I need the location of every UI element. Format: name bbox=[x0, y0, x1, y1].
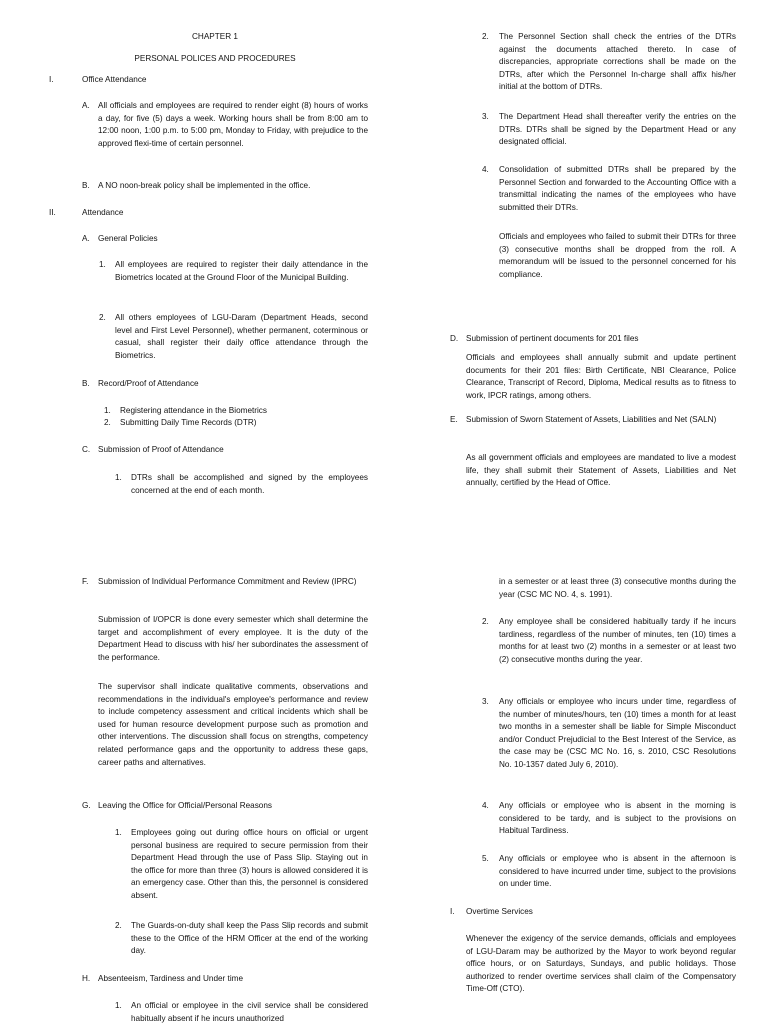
item-letter: I. bbox=[450, 907, 455, 916]
paragraph-dropped-from-roll: Officials and employees who failed to submit their DTRs for three (3) consecutive months shall be dropped from the roll. A memorandum will be issued to the personnel concerned for his compliance. bbox=[499, 232, 736, 279]
item-number: 2. bbox=[104, 418, 111, 427]
item-number: 1. bbox=[115, 828, 122, 837]
paragraph-consolidation-dtrs: Consolidation of submitted DTRs shall be prepared by the Personnel Section and forwarded to the Accounting Office with a transmittal indicating the names of the employees who have submitted their DTRs. bbox=[499, 165, 736, 212]
paragraph-absent-afternoon: Any officials or employee who is absent in the afternoon is considered to have incurred under time, subject to the provisions on under time. bbox=[499, 854, 736, 889]
paragraph-biometrics-registration: All employees are required to register their daily attendance in the Biometrics located at the Ground Floor of the Municipal Building. bbox=[115, 260, 368, 282]
page1-left-column bbox=[0, 0, 384, 512]
section-heading-office-attendance: Office Attendance bbox=[82, 75, 147, 84]
paragraph-absent-morning: Any officials or employee who is absent in the morning is considered to be tardy, and is subject to the provisions on Habitual Tardiness. bbox=[499, 801, 736, 836]
page2-left-column bbox=[0, 512, 384, 1024]
item-letter: A. bbox=[82, 101, 90, 110]
paragraph-department-head-verify: The Department Head shall thereafter verify the entries on the DTRs. DTRs shall be signed by the Department Head or any designated official. bbox=[499, 112, 736, 147]
item-letter: C. bbox=[82, 445, 91, 454]
paragraph-habitually-tardy: Any employee shall be considered habitually tardy if he incurs tardiness, regardless of the number of minutes, ten (10) times a months for at least two (2) months in a semester or at least two (2) consecutive months during the year. bbox=[499, 617, 736, 664]
subheading-leaving-office: Leaving the Office for Official/Personal Reasons bbox=[98, 801, 273, 810]
paragraph-guards-on-duty: The Guards-on-duty shall keep the Pass Slip records and submit these to the Office of the HRM Officer at the end of the working day. bbox=[131, 921, 368, 956]
item-letter: H. bbox=[82, 974, 91, 983]
item-number: 4. bbox=[482, 801, 489, 810]
paragraph-supervisor-comments: The supervisor shall indicate qualitative comments, observations and recommendations in the individual's employee's performance and review to include competency assessment and critical incidents which shall be used for human resource development purpose such as promotion and other interventions. The discussion shall focus on strengths, competency related performance gaps and the opportunity to address these gaps, career paths and alternatives. bbox=[98, 682, 368, 767]
paragraph-habitually-absent: An official or employee in the civil service shall be considered habitually absent if he incurs unauthorized bbox=[131, 1001, 368, 1023]
paragraph-iopcr-submission: Submission of I/OPCR is done every semester which shall determine the target and accomplishment of every employee. It is the duty of the Department Head to discuss with his/ her subordinates the assessment of the performance. bbox=[98, 615, 368, 662]
item-number: 1. bbox=[99, 260, 106, 269]
list-item-dtr: Submitting Daily Time Records (DTR) bbox=[120, 418, 257, 427]
item-letter: D. bbox=[450, 334, 459, 343]
item-letter: B. bbox=[82, 379, 90, 388]
item-number: 2. bbox=[99, 313, 106, 322]
page1-right-column bbox=[384, 0, 768, 512]
paragraph-overtime: Whenever the exigency of the service demands, officials and employees of LGU-Daram may be authorized by the Mayor to work beyond regular office hours, or on Saturdays, Sundays, and public holidays. Those authorized to render overtime services shall claim of the Compensatory Time-Off (CTO). bbox=[466, 934, 736, 994]
item-number: 1. bbox=[115, 473, 122, 482]
subheading-submission-proof: Submission of Proof of Attendance bbox=[98, 445, 224, 454]
section-number: I. bbox=[49, 75, 54, 84]
item-number: 5. bbox=[482, 854, 489, 863]
subheading-general-policies: General Policies bbox=[98, 234, 158, 243]
chapter-title: PERSONAL POLICES AND PROCEDURES bbox=[134, 54, 296, 63]
item-number: 2. bbox=[482, 32, 489, 41]
subheading-absenteeism: Absenteeism, Tardiness and Under time bbox=[98, 974, 244, 983]
document-page-2 bbox=[0, 512, 768, 1024]
list-item-biometrics: Registering attendance in the Biometrics bbox=[120, 406, 267, 415]
subheading-201-files: Submission of pertinent documents for 201 files bbox=[466, 334, 639, 343]
subheading-overtime: Overtime Services bbox=[466, 907, 533, 916]
subheading-record-proof: Record/Proof of Attendance bbox=[98, 379, 199, 388]
paragraph-saln: As all government officials and employees are mandated to live a modest life, they shall submit their Statement of Assets, Liabilities and Net annually, certified by the Head of Office. bbox=[466, 453, 736, 488]
page2-right-column bbox=[384, 512, 768, 1024]
paragraph-under-time: Any officials or employee who incurs under time, regardless of the number of minutes/hours, ten (10) times a month for at least two months in a semester shall be liable for Simple Misconduct and/or Conduct Prejudicial to the Best Interest of the Service, as the case may be (CSC MC No. 16, s. 2010, CSC Resolutions No. 10-1357 dated July 6, 2010). bbox=[499, 697, 736, 769]
item-number: 3. bbox=[482, 697, 489, 706]
paragraph-noon-break: A NO noon-break policy shall be implemented in the office. bbox=[98, 181, 311, 190]
chapter-heading: CHAPTER 1 bbox=[192, 32, 238, 41]
item-number: 1. bbox=[115, 1001, 122, 1010]
paragraph-pass-slip: Employees going out during office hours on official or urgent personal business are required to secure permission from their Department Head through the use of Pass Slip. Staying out in the office for more than three (3) hours is allowed considered it is an emergency case. Other than this, the personnel is considered absent. bbox=[131, 828, 368, 900]
subheading-iprc: Submission of Individual Performance Commitment and Review (IPRC) bbox=[98, 577, 357, 586]
subheading-saln: Submission of Sworn Statement of Assets, Liabilities and Net (SALN) bbox=[466, 415, 717, 424]
paragraph-habitually-absent-continued: in a semester or at least three (3) consecutive months during the year (CSC MC NO. 4, s. 1991). bbox=[499, 577, 736, 599]
item-number: 4. bbox=[482, 165, 489, 174]
item-number: 2. bbox=[482, 617, 489, 626]
item-letter: F. bbox=[82, 577, 89, 586]
item-letter: A. bbox=[82, 234, 90, 243]
paragraph-personnel-section-check: The Personnel Section shall check the entries of the DTRs against the documents attached thereto. In case of discrepancies, appropriate corrections shall be made on the DTRs, after which the Personnel In-charge shall affix his/her initial at the bottom of DTRs. bbox=[499, 32, 736, 92]
item-number: 1. bbox=[104, 406, 111, 415]
item-letter: B. bbox=[82, 181, 90, 190]
item-letter: G. bbox=[82, 801, 91, 810]
item-letter: E. bbox=[450, 415, 458, 424]
item-number: 3. bbox=[482, 112, 489, 121]
paragraph-other-employees: All others employees of LGU-Daram (Department Heads, second level and First Level Personnel), whether permanent, coterminous or casual, shall register their daily office attendance through the Biometrics. bbox=[115, 313, 368, 360]
paragraph-dtr-accomplished: DTRs shall be accomplished and signed by the employees concerned at the end of each month. bbox=[131, 473, 368, 495]
section-number: II. bbox=[49, 208, 56, 217]
paragraph-201-files: Officials and employees shall annually submit and update pertinent documents for their 201 files: Birth Certificate, NBI Clearance, Police Clearance, Transcript of Record, Diploma, Medical results as to fitness to work, IPCR ratings, among others. bbox=[466, 353, 736, 400]
paragraph-working-hours: All officials and employees are required to render eight (8) hours of works a day, for five (5) days a week. Working hours shall be from 8:00 am to 12:00 noon, 1:00 p.m. to 5:00 pm, Monday to Friday, with prejudice to the approved flexi-time of certain personnel. bbox=[98, 101, 368, 148]
item-number: 2. bbox=[115, 921, 122, 930]
section-heading-attendance: Attendance bbox=[82, 208, 124, 217]
